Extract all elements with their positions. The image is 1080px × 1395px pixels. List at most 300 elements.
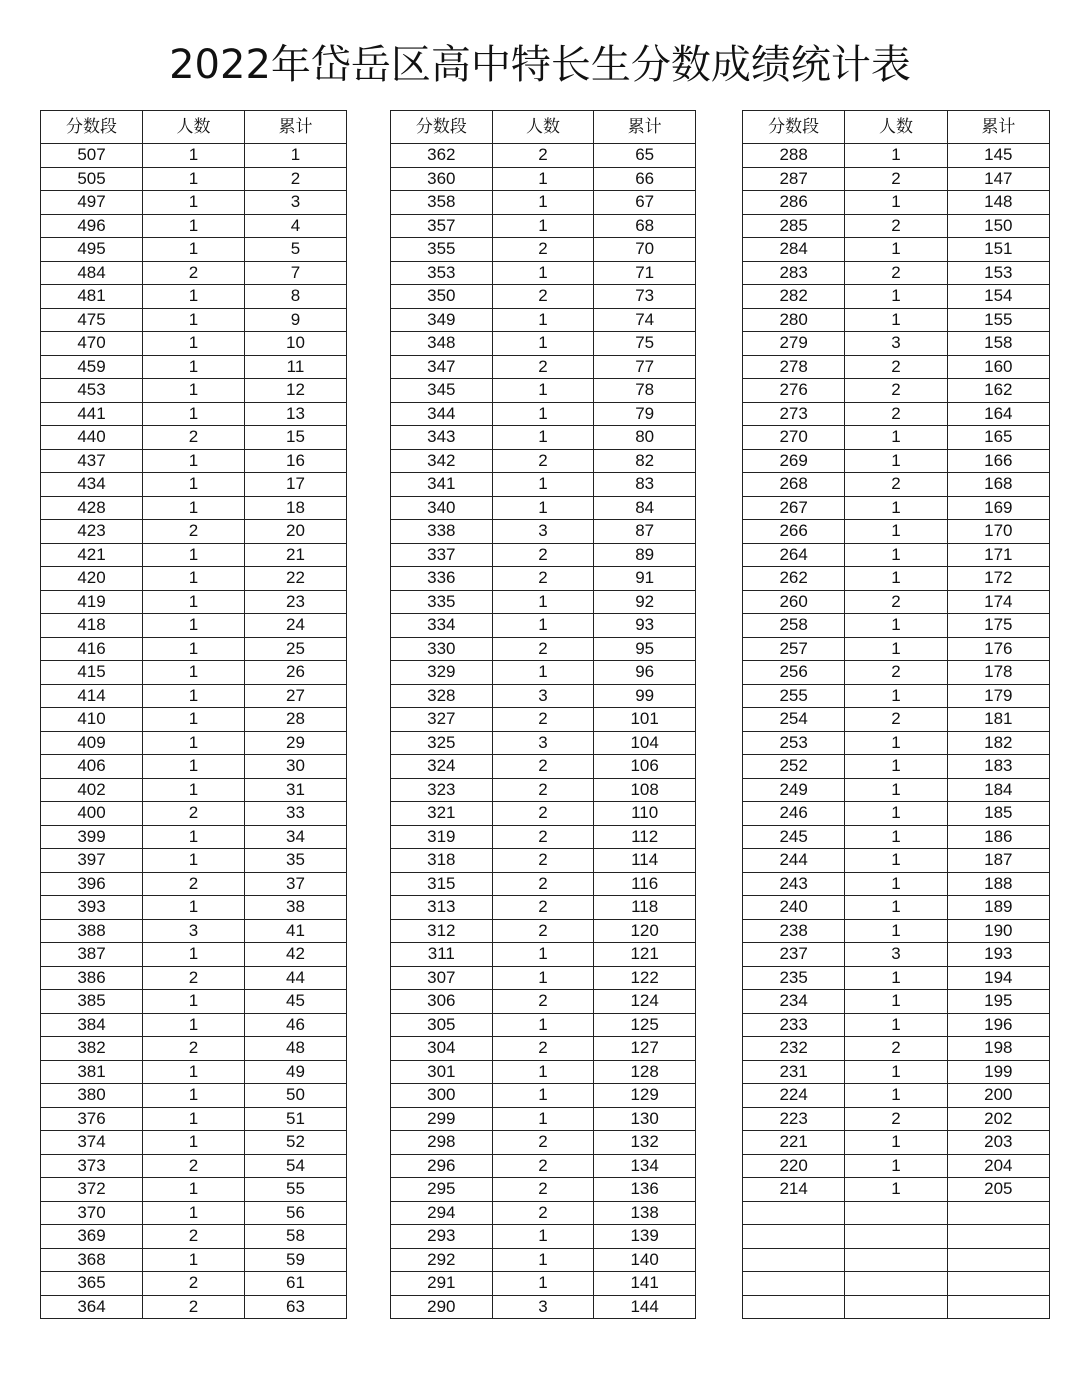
score-cell: 238: [743, 919, 845, 943]
cumulative-cell: 49: [245, 1060, 347, 1084]
count-cell: 2: [492, 708, 594, 732]
cumulative-cell: 168: [947, 473, 1049, 497]
count-cell: 2: [143, 1295, 245, 1319]
table-row: [391, 144, 696, 168]
score-cell: 287: [743, 167, 845, 191]
count-cell: [845, 1201, 947, 1225]
cumulative-cell: 139: [594, 1225, 696, 1249]
score-cell: 285: [743, 214, 845, 238]
cumulative-cell: 29: [245, 731, 347, 755]
count-cell: 1: [845, 520, 947, 544]
score-cell: 342: [391, 449, 493, 473]
count-cell: 1: [492, 1272, 594, 1296]
cumulative-cell: 184: [947, 778, 1049, 802]
table-row: [391, 778, 696, 802]
count-cell: 2: [143, 426, 245, 450]
cumulative-cell: 193: [947, 943, 1049, 967]
score-cell: 484: [41, 261, 143, 285]
cumulative-cell: 91: [594, 567, 696, 591]
count-cell: 1: [845, 1178, 947, 1202]
cumulative-cell: 5: [245, 238, 347, 262]
cumulative-cell: 10: [245, 332, 347, 356]
score-cell: 358: [391, 191, 493, 215]
table-row: [41, 1272, 347, 1296]
cumulative-cell: 93: [594, 614, 696, 638]
header-row: [743, 111, 1050, 144]
count-cell: 2: [492, 919, 594, 943]
cumulative-cell: 11: [245, 355, 347, 379]
score-cell: 396: [41, 872, 143, 896]
count-cell: 2: [845, 402, 947, 426]
count-cell: 1: [492, 308, 594, 332]
score-cell: 329: [391, 661, 493, 685]
cumulative-cell: 33: [245, 802, 347, 826]
count-cell: 1: [143, 1013, 245, 1037]
table-row: [743, 261, 1050, 285]
score-table-2: [390, 110, 696, 1319]
count-cell: 1: [845, 1154, 947, 1178]
table-row: [743, 1201, 1050, 1225]
table-row: [391, 1131, 696, 1155]
score-cell: 267: [743, 496, 845, 520]
score-cell: 298: [391, 1131, 493, 1155]
score-cell: 437: [41, 449, 143, 473]
score-cell: 369: [41, 1225, 143, 1249]
table-row: [743, 355, 1050, 379]
count-cell: 1: [845, 731, 947, 755]
cumulative-cell: 104: [594, 731, 696, 755]
table-row: [41, 1178, 347, 1202]
score-cell: [743, 1225, 845, 1249]
count-cell: 1: [492, 379, 594, 403]
cumulative-cell: 138: [594, 1201, 696, 1225]
cumulative-cell: 114: [594, 849, 696, 873]
score-cell: 253: [743, 731, 845, 755]
score-cell: 293: [391, 1225, 493, 1249]
cumulative-cell: 48: [245, 1037, 347, 1061]
score-cell: 257: [743, 637, 845, 661]
cumulative-cell: 172: [947, 567, 1049, 591]
table-row: [743, 778, 1050, 802]
count-cell: 3: [492, 520, 594, 544]
table-row: [41, 1060, 347, 1084]
count-cell: 1: [143, 943, 245, 967]
count-cell: 1: [845, 144, 947, 168]
score-cell: 420: [41, 567, 143, 591]
cumulative-cell: 202: [947, 1107, 1049, 1131]
score-cell: 355: [391, 238, 493, 262]
score-cell: 312: [391, 919, 493, 943]
table-row: [391, 520, 696, 544]
cumulative-cell: 67: [594, 191, 696, 215]
table-row: [391, 473, 696, 497]
score-cell: 330: [391, 637, 493, 661]
score-cell: 301: [391, 1060, 493, 1084]
score-cell: 353: [391, 261, 493, 285]
score-cell: 283: [743, 261, 845, 285]
score-cell: 370: [41, 1201, 143, 1225]
table-row: [743, 308, 1050, 332]
score-cell: 399: [41, 825, 143, 849]
table-row: [743, 426, 1050, 450]
cumulative-cell: 66: [594, 167, 696, 191]
score-cell: 373: [41, 1154, 143, 1178]
count-cell: 2: [492, 872, 594, 896]
count-cell: 2: [143, 1154, 245, 1178]
score-cell: 338: [391, 520, 493, 544]
count-cell: 1: [492, 590, 594, 614]
table-row: [41, 896, 347, 920]
score-cell: 386: [41, 966, 143, 990]
cumulative-cell: 195: [947, 990, 1049, 1014]
table-row: [391, 426, 696, 450]
count-cell: 1: [492, 614, 594, 638]
table-row: [743, 214, 1050, 238]
count-cell: 2: [492, 1178, 594, 1202]
table-row: [391, 1060, 696, 1084]
cumulative-cell: 187: [947, 849, 1049, 873]
cumulative-cell: 178: [947, 661, 1049, 685]
score-cell: 360: [391, 167, 493, 191]
score-cell: 305: [391, 1013, 493, 1037]
table-row: [391, 661, 696, 685]
table-row: [391, 919, 696, 943]
count-cell: 1: [845, 1060, 947, 1084]
table-row: [391, 966, 696, 990]
table-row: [391, 167, 696, 191]
header-cumulative: 累计: [594, 111, 696, 144]
score-cell: 459: [41, 355, 143, 379]
score-cell: 397: [41, 849, 143, 873]
score-cell: 240: [743, 896, 845, 920]
count-cell: [845, 1272, 947, 1296]
cumulative-cell: 148: [947, 191, 1049, 215]
cumulative-cell: 23: [245, 590, 347, 614]
cumulative-cell: 37: [245, 872, 347, 896]
score-cell: 507: [41, 144, 143, 168]
cumulative-cell: 71: [594, 261, 696, 285]
score-cell: 421: [41, 543, 143, 567]
count-cell: 1: [143, 1248, 245, 1272]
score-cell: 233: [743, 1013, 845, 1037]
score-cell: 221: [743, 1131, 845, 1155]
table-row: [743, 802, 1050, 826]
table-row: [41, 661, 347, 685]
table-row: [391, 308, 696, 332]
score-cell: 296: [391, 1154, 493, 1178]
count-cell: 1: [492, 426, 594, 450]
count-cell: 2: [492, 778, 594, 802]
cumulative-cell: 35: [245, 849, 347, 873]
score-cell: 340: [391, 496, 493, 520]
score-cell: 276: [743, 379, 845, 403]
table-row: [391, 990, 696, 1014]
cumulative-cell: 129: [594, 1084, 696, 1108]
table-row: [743, 496, 1050, 520]
cumulative-cell: 12: [245, 379, 347, 403]
cumulative-cell: 144: [594, 1295, 696, 1319]
count-cell: 1: [492, 1225, 594, 1249]
table-row: [743, 1131, 1050, 1155]
table-row: [41, 426, 347, 450]
table-row: [743, 167, 1050, 191]
cumulative-cell: 61: [245, 1272, 347, 1296]
count-cell: 1: [143, 1107, 245, 1131]
count-cell: 1: [143, 896, 245, 920]
count-cell: 1: [845, 825, 947, 849]
count-cell: 1: [492, 167, 594, 191]
cumulative-cell: 44: [245, 966, 347, 990]
count-cell: 2: [845, 708, 947, 732]
score-cell: 385: [41, 990, 143, 1014]
table-row: [743, 520, 1050, 544]
cumulative-cell: 26: [245, 661, 347, 685]
cumulative-cell: 52: [245, 1131, 347, 1155]
cumulative-cell: 38: [245, 896, 347, 920]
count-cell: 2: [143, 966, 245, 990]
table-row: [391, 1107, 696, 1131]
score-cell: 256: [743, 661, 845, 685]
table-row: [391, 896, 696, 920]
count-cell: 1: [492, 332, 594, 356]
table-row: [743, 1295, 1050, 1319]
score-cell: 388: [41, 919, 143, 943]
table-row: [41, 708, 347, 732]
score-cell: 279: [743, 332, 845, 356]
cumulative-cell: [947, 1201, 1049, 1225]
score-cell: 234: [743, 990, 845, 1014]
count-cell: 1: [845, 567, 947, 591]
table-row: [743, 708, 1050, 732]
count-cell: 1: [845, 1013, 947, 1037]
score-cell: 402: [41, 778, 143, 802]
cumulative-cell: 2: [245, 167, 347, 191]
header-score: 分数段: [41, 111, 143, 144]
cumulative-cell: 205: [947, 1178, 1049, 1202]
cumulative-cell: 95: [594, 637, 696, 661]
cumulative-cell: 24: [245, 614, 347, 638]
count-cell: 1: [143, 1084, 245, 1108]
table-row: [743, 567, 1050, 591]
cumulative-cell: 169: [947, 496, 1049, 520]
count-cell: 1: [143, 402, 245, 426]
header-count: 人数: [143, 111, 245, 144]
cumulative-cell: 78: [594, 379, 696, 403]
table-row: [743, 449, 1050, 473]
table-row: [743, 966, 1050, 990]
score-cell: [743, 1272, 845, 1296]
cumulative-cell: 121: [594, 943, 696, 967]
table-row: [743, 285, 1050, 309]
count-cell: 2: [492, 144, 594, 168]
cumulative-cell: 54: [245, 1154, 347, 1178]
cumulative-cell: 174: [947, 590, 1049, 614]
table-row: [743, 849, 1050, 873]
table-row: [743, 919, 1050, 943]
count-cell: 1: [845, 802, 947, 826]
table-row: [391, 1225, 696, 1249]
cumulative-cell: 118: [594, 896, 696, 920]
table-row: [41, 191, 347, 215]
score-cell: 387: [41, 943, 143, 967]
cumulative-cell: 186: [947, 825, 1049, 849]
count-cell: 1: [143, 684, 245, 708]
cumulative-cell: 140: [594, 1248, 696, 1272]
score-cell: 264: [743, 543, 845, 567]
table-row: [391, 614, 696, 638]
score-cell: 323: [391, 778, 493, 802]
table-row: [743, 1037, 1050, 1061]
cumulative-cell: 77: [594, 355, 696, 379]
count-cell: 1: [143, 825, 245, 849]
count-cell: 2: [845, 167, 947, 191]
table-row: [41, 637, 347, 661]
score-cell: [743, 1248, 845, 1272]
score-cell: 244: [743, 849, 845, 873]
score-cell: 252: [743, 755, 845, 779]
count-cell: 1: [492, 261, 594, 285]
count-cell: 1: [492, 1107, 594, 1131]
count-cell: 1: [845, 1084, 947, 1108]
score-cell: 288: [743, 144, 845, 168]
score-cell: 235: [743, 966, 845, 990]
table-row: [41, 214, 347, 238]
cumulative-cell: 200: [947, 1084, 1049, 1108]
score-cell: 325: [391, 731, 493, 755]
count-cell: 2: [492, 637, 594, 661]
table-row: [391, 849, 696, 873]
table-row: [743, 191, 1050, 215]
table-row: [743, 943, 1050, 967]
cumulative-cell: 25: [245, 637, 347, 661]
table-row: [41, 261, 347, 285]
table-row: [391, 637, 696, 661]
score-cell: 441: [41, 402, 143, 426]
table-row: [743, 590, 1050, 614]
cumulative-cell: 3: [245, 191, 347, 215]
cumulative-cell: 182: [947, 731, 1049, 755]
cumulative-cell: [947, 1295, 1049, 1319]
count-cell: 1: [492, 214, 594, 238]
cumulative-cell: 158: [947, 332, 1049, 356]
cumulative-cell: 51: [245, 1107, 347, 1131]
table-row: [743, 379, 1050, 403]
table-row: [41, 1013, 347, 1037]
table-row: [391, 238, 696, 262]
count-cell: 1: [845, 449, 947, 473]
header-row: [391, 111, 696, 144]
count-cell: 1: [492, 496, 594, 520]
cumulative-cell: 96: [594, 661, 696, 685]
score-cell: 266: [743, 520, 845, 544]
table-row: [743, 684, 1050, 708]
count-cell: 2: [492, 449, 594, 473]
cumulative-cell: 101: [594, 708, 696, 732]
table-row: [391, 684, 696, 708]
table-row: [41, 1154, 347, 1178]
table-row: [743, 755, 1050, 779]
cumulative-cell: 128: [594, 1060, 696, 1084]
score-cell: 249: [743, 778, 845, 802]
count-cell: 1: [492, 1013, 594, 1037]
cumulative-cell: 1: [245, 144, 347, 168]
score-cell: 284: [743, 238, 845, 262]
cumulative-cell: 175: [947, 614, 1049, 638]
cumulative-cell: 79: [594, 402, 696, 426]
score-cell: 254: [743, 708, 845, 732]
cumulative-cell: 7: [245, 261, 347, 285]
count-cell: 1: [492, 661, 594, 685]
table-row: [743, 1154, 1050, 1178]
count-cell: 2: [845, 661, 947, 685]
cumulative-cell: 28: [245, 708, 347, 732]
score-cell: 393: [41, 896, 143, 920]
cumulative-cell: 55: [245, 1178, 347, 1202]
score-cell: 350: [391, 285, 493, 309]
count-cell: 2: [492, 543, 594, 567]
cumulative-cell: 150: [947, 214, 1049, 238]
count-cell: 3: [143, 919, 245, 943]
count-cell: 2: [492, 1037, 594, 1061]
score-cell: 292: [391, 1248, 493, 1272]
score-cell: 280: [743, 308, 845, 332]
count-cell: 2: [492, 1154, 594, 1178]
cumulative-cell: 73: [594, 285, 696, 309]
count-cell: 1: [845, 496, 947, 520]
table-row: [391, 543, 696, 567]
count-cell: 2: [845, 261, 947, 285]
table-row: [391, 1248, 696, 1272]
score-cell: 453: [41, 379, 143, 403]
count-cell: 1: [143, 708, 245, 732]
cumulative-cell: [947, 1225, 1049, 1249]
score-cell: 410: [41, 708, 143, 732]
score-cell: 362: [391, 144, 493, 168]
count-cell: 1: [845, 614, 947, 638]
score-cell: 321: [391, 802, 493, 826]
table-row: [743, 614, 1050, 638]
score-cell: 315: [391, 872, 493, 896]
score-cell: 224: [743, 1084, 845, 1108]
cumulative-cell: 59: [245, 1248, 347, 1272]
cumulative-cell: 145: [947, 144, 1049, 168]
score-cell: 414: [41, 684, 143, 708]
count-cell: 2: [492, 896, 594, 920]
cumulative-cell: 179: [947, 684, 1049, 708]
count-cell: 1: [845, 990, 947, 1014]
table-row: [743, 144, 1050, 168]
header-count: 人数: [845, 111, 947, 144]
score-cell: 214: [743, 1178, 845, 1202]
table-row: [743, 1178, 1050, 1202]
cumulative-cell: 99: [594, 684, 696, 708]
score-cell: 243: [743, 872, 845, 896]
cumulative-cell: 196: [947, 1013, 1049, 1037]
count-cell: 1: [143, 449, 245, 473]
score-cell: 336: [391, 567, 493, 591]
score-cell: 345: [391, 379, 493, 403]
score-cell: 337: [391, 543, 493, 567]
table-row: [41, 543, 347, 567]
count-cell: 1: [143, 755, 245, 779]
header-count: 人数: [492, 111, 594, 144]
cumulative-cell: 125: [594, 1013, 696, 1037]
score-cell: 341: [391, 473, 493, 497]
table-row: [41, 238, 347, 262]
score-cell: 231: [743, 1060, 845, 1084]
count-cell: 1: [845, 919, 947, 943]
cumulative-cell: 68: [594, 214, 696, 238]
